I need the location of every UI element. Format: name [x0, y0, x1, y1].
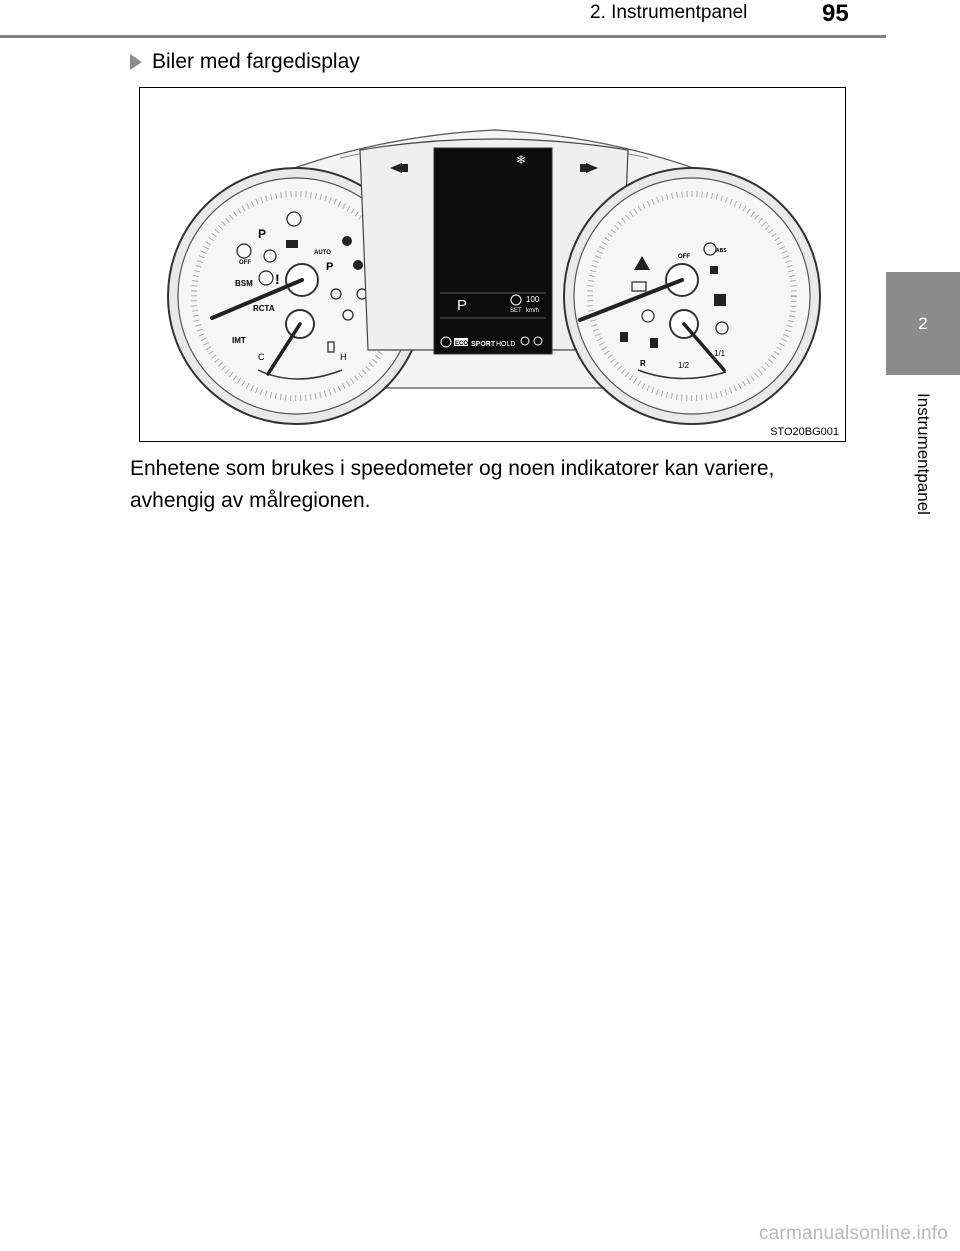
airbag-icon — [353, 260, 363, 270]
chapter-number: 2 — [918, 313, 928, 333]
right-gauge — [564, 168, 820, 424]
hold-label: HOLD — [496, 341, 516, 348]
set-label: SET — [510, 308, 522, 314]
imt-label: IMT — [232, 336, 246, 345]
vsc-icon — [710, 266, 718, 274]
gear-position: P — [457, 297, 468, 314]
low-fuel-icon — [620, 332, 628, 342]
seatbelt-icon — [342, 236, 352, 246]
lane-departure-icon — [714, 294, 726, 306]
instrument-cluster-illustration — [140, 88, 847, 443]
vsc-off-label: OFF — [678, 254, 690, 260]
page-number: 95 — [822, 0, 849, 27]
running-header-section: 2. Instrumentpanel — [590, 2, 748, 23]
header-rule — [0, 35, 886, 38]
half-label: 1/2 — [678, 361, 690, 370]
parking-assist-icon: P — [326, 261, 334, 273]
triangle-bullet-icon — [130, 54, 142, 70]
chapter-tab-label: Instrumentpanel — [914, 393, 933, 515]
full-label: 1/1 — [714, 349, 726, 358]
bsm-label: BSM — [235, 279, 253, 288]
instrument-cluster-figure — [139, 87, 846, 442]
subheading-text: Biler med fargedisplay — [152, 50, 360, 73]
a-off-label: OFF — [239, 260, 251, 266]
auto-high-beam-label: AUTO — [314, 250, 331, 256]
eco-mode-label: ECO — [455, 341, 469, 347]
sport-mode-label: SPORT — [471, 341, 496, 348]
snowflake-icon: ❄ — [516, 153, 527, 167]
cold-label: C — [258, 352, 265, 362]
speed-unit-label: km/h — [526, 308, 540, 314]
exclamation-icon: ! — [275, 271, 280, 287]
body-paragraph: Enhetene som brukes i speedometer og noen indikatorer kan variere, avhengig av målregionen. — [130, 457, 775, 512]
figure-code: STO20BG001 — [770, 426, 839, 438]
reserve-label: R — [640, 359, 646, 368]
abs-label: ABS — [716, 248, 727, 254]
fuel-door-icon — [650, 338, 658, 348]
chapter-tab-label-area — [886, 380, 960, 540]
subheading — [130, 50, 360, 74]
rcta-label: RCTA — [253, 304, 275, 313]
set-speed-value: 100 — [526, 295, 540, 304]
chapter-tab — [886, 272, 960, 375]
headlight-icon — [286, 240, 298, 248]
watermark: carmanualsonline.info — [758, 1223, 948, 1244]
parking-indicator-icon: P — [258, 227, 267, 241]
hot-label: H — [340, 352, 347, 362]
